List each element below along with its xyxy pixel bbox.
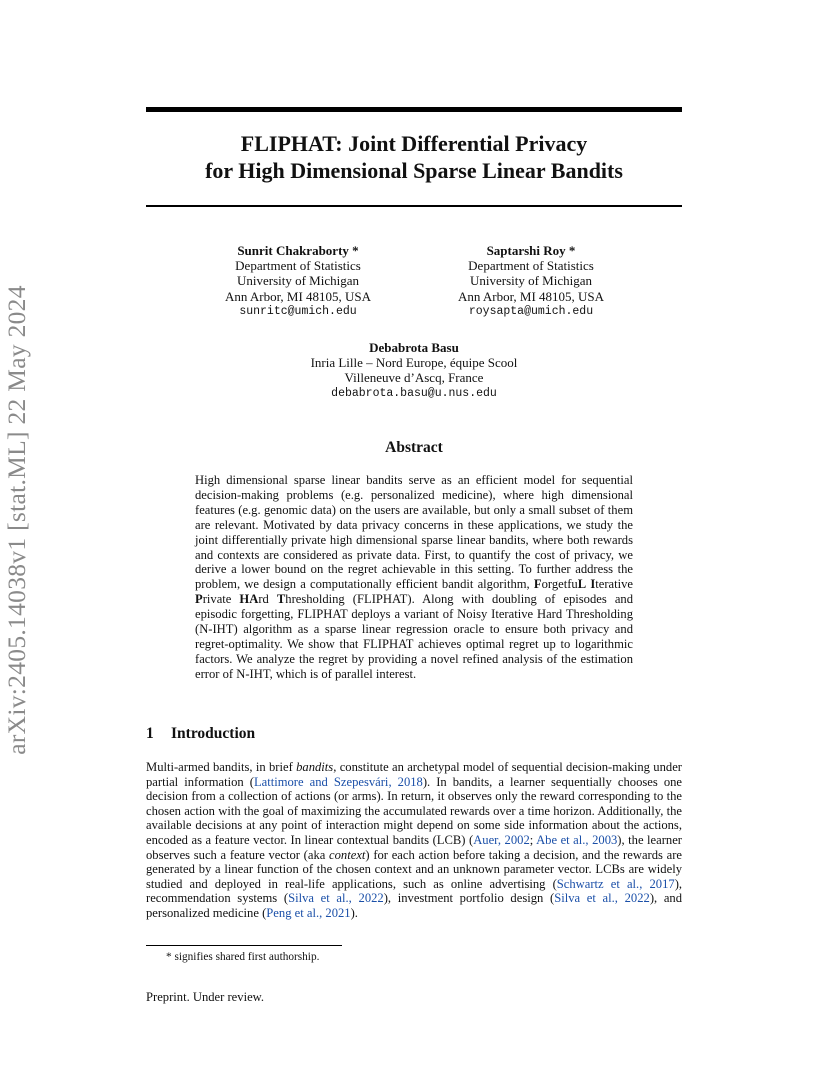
abstract-text: High dimensional sparse linear bandits serve as an efficient model for sequential decision-making problems (e.g. personalized medicine), where high dimensional features (e.g. genomic data) on the users are available, but only a small subset of them are relevant. Motivated by data privacy concerns in these applications, we study the joint differentially private high dimensional sparse linear bandits, where both rewards and contexts are considered as private data. First, to quantify the cost of privacy, we derive a lower bound on the regret achievable in this setting. To further address the problem, we design a computationally efficient bandit algorithm, ForgetfuL Iterative Private HArd Thresholding (FLIPHAT). Along with doubling of episodes and episodic forgetting, FLIPHAT deploys a variant of Noisy Iterative Hard Thresholding (N-IHT) algorithm as a sparse linear regression oracle to ensure both privacy and regret-optimality. We show that FLIPHAT achieves optimal regret up to logarithmic factors. We analyze the regret by providing a novel refined analysis of the estimation error of N-IHT, which is of parallel interest. — [195, 473, 634, 681]
footnote: * signifies shared first authorship. — [166, 951, 320, 963]
algorithm-acronym: ForgetfuL Iterative Private HArd Thresholding — [195, 577, 633, 607]
title-line-2: for High Dimensional Sparse Linear Bandits — [205, 158, 623, 183]
introduction-paragraph: Multi-armed bandits, in brief bandits, constitute an archetypal model of sequential decision-making under partial information (Lattimore and Szepesvári, 2018). In bandits, a learner sequentially chooses one decision from a collection of actions (or arms). In return, it observes only the reward corresponding to the chosen action with the goal of maximizing the accumulated rewards over a time horizon. Additionally, the available decisions at any point of interaction might depend on some side information about the actions, encoded as a feature vector. In linear contextual bandits (LCB) (Auer, 2002; Abe et al., 2003), the learner observes such a feature vector (aka context) for each action before taking a decision, and the rewards are generated by a linear function of the chosen context and an unknown parameter vector. LCBs are widely studied and deployed in real-life applications, such as online advertising (Schwartz et al., 2017), recommendation systems (Silva et al., 2022), investment portfolio design (Silva et al., 2022), and personalized medicine (Peng et al., 2021). — [146, 760, 683, 920]
author-name: Debabrota Basu — [369, 340, 459, 355]
citation-link[interactable]: Silva et al., 2022 — [554, 891, 650, 906]
citation-link[interactable]: Peng et al., 2021 — [266, 905, 351, 920]
footnote-rule — [146, 945, 342, 946]
title-bottom-rule — [146, 205, 682, 207]
section-title: Introduction — [171, 725, 256, 742]
author-block — [178, 243, 418, 319]
section-number: 1 — [146, 725, 154, 742]
preprint-note: Preprint. Under review. — [146, 990, 265, 1004]
author-address: Villeneuve d’Ascq, France — [344, 370, 484, 386]
abstract-heading: Abstract — [385, 439, 443, 456]
title-line-1: FLIPHAT: Joint Differential Privacy — [240, 131, 588, 156]
citation-link[interactable]: Abe et al., 2003 — [536, 832, 618, 847]
author-university: University of Michigan — [469, 273, 593, 289]
author-email: debabrota.basu@u.nus.edu — [331, 386, 497, 400]
author-email: sunritc@umich.edu — [239, 304, 357, 318]
citation-link[interactable]: Lattimore and Szepesvári, 2018 — [253, 774, 423, 789]
citation-link[interactable]: Auer, 2002 — [473, 832, 530, 847]
arxiv-stamp-text: arXiv:2405.14038v1 [stat.ML] 22 May 2024 — [2, 285, 31, 755]
author-email: roysapta@umich.edu — [468, 304, 594, 318]
citation-link[interactable]: Schwartz et al., 2017 — [556, 876, 675, 891]
paper-title — [146, 130, 682, 184]
author-department: Department of Statistics — [468, 258, 594, 274]
section-heading-introduction — [146, 725, 255, 743]
title-top-rule — [146, 107, 682, 112]
author-name: Saptarshi Roy * — [486, 243, 576, 258]
author-address: Ann Arbor, MI 48105, USA — [457, 288, 605, 304]
author-department: Department of Statistics — [235, 258, 361, 274]
author-address: Ann Arbor, MI 48105, USA — [224, 288, 372, 304]
author-block — [264, 340, 564, 401]
author-name: Sunrit Chakraborty * — [237, 243, 359, 258]
author-block — [411, 243, 651, 319]
citation-link[interactable]: Silva et al., 2022 — [288, 891, 384, 906]
author-university: University of Michigan — [236, 273, 360, 289]
author-affiliation: Inria Lille – Nord Europe, équipe Scool — [310, 355, 518, 371]
